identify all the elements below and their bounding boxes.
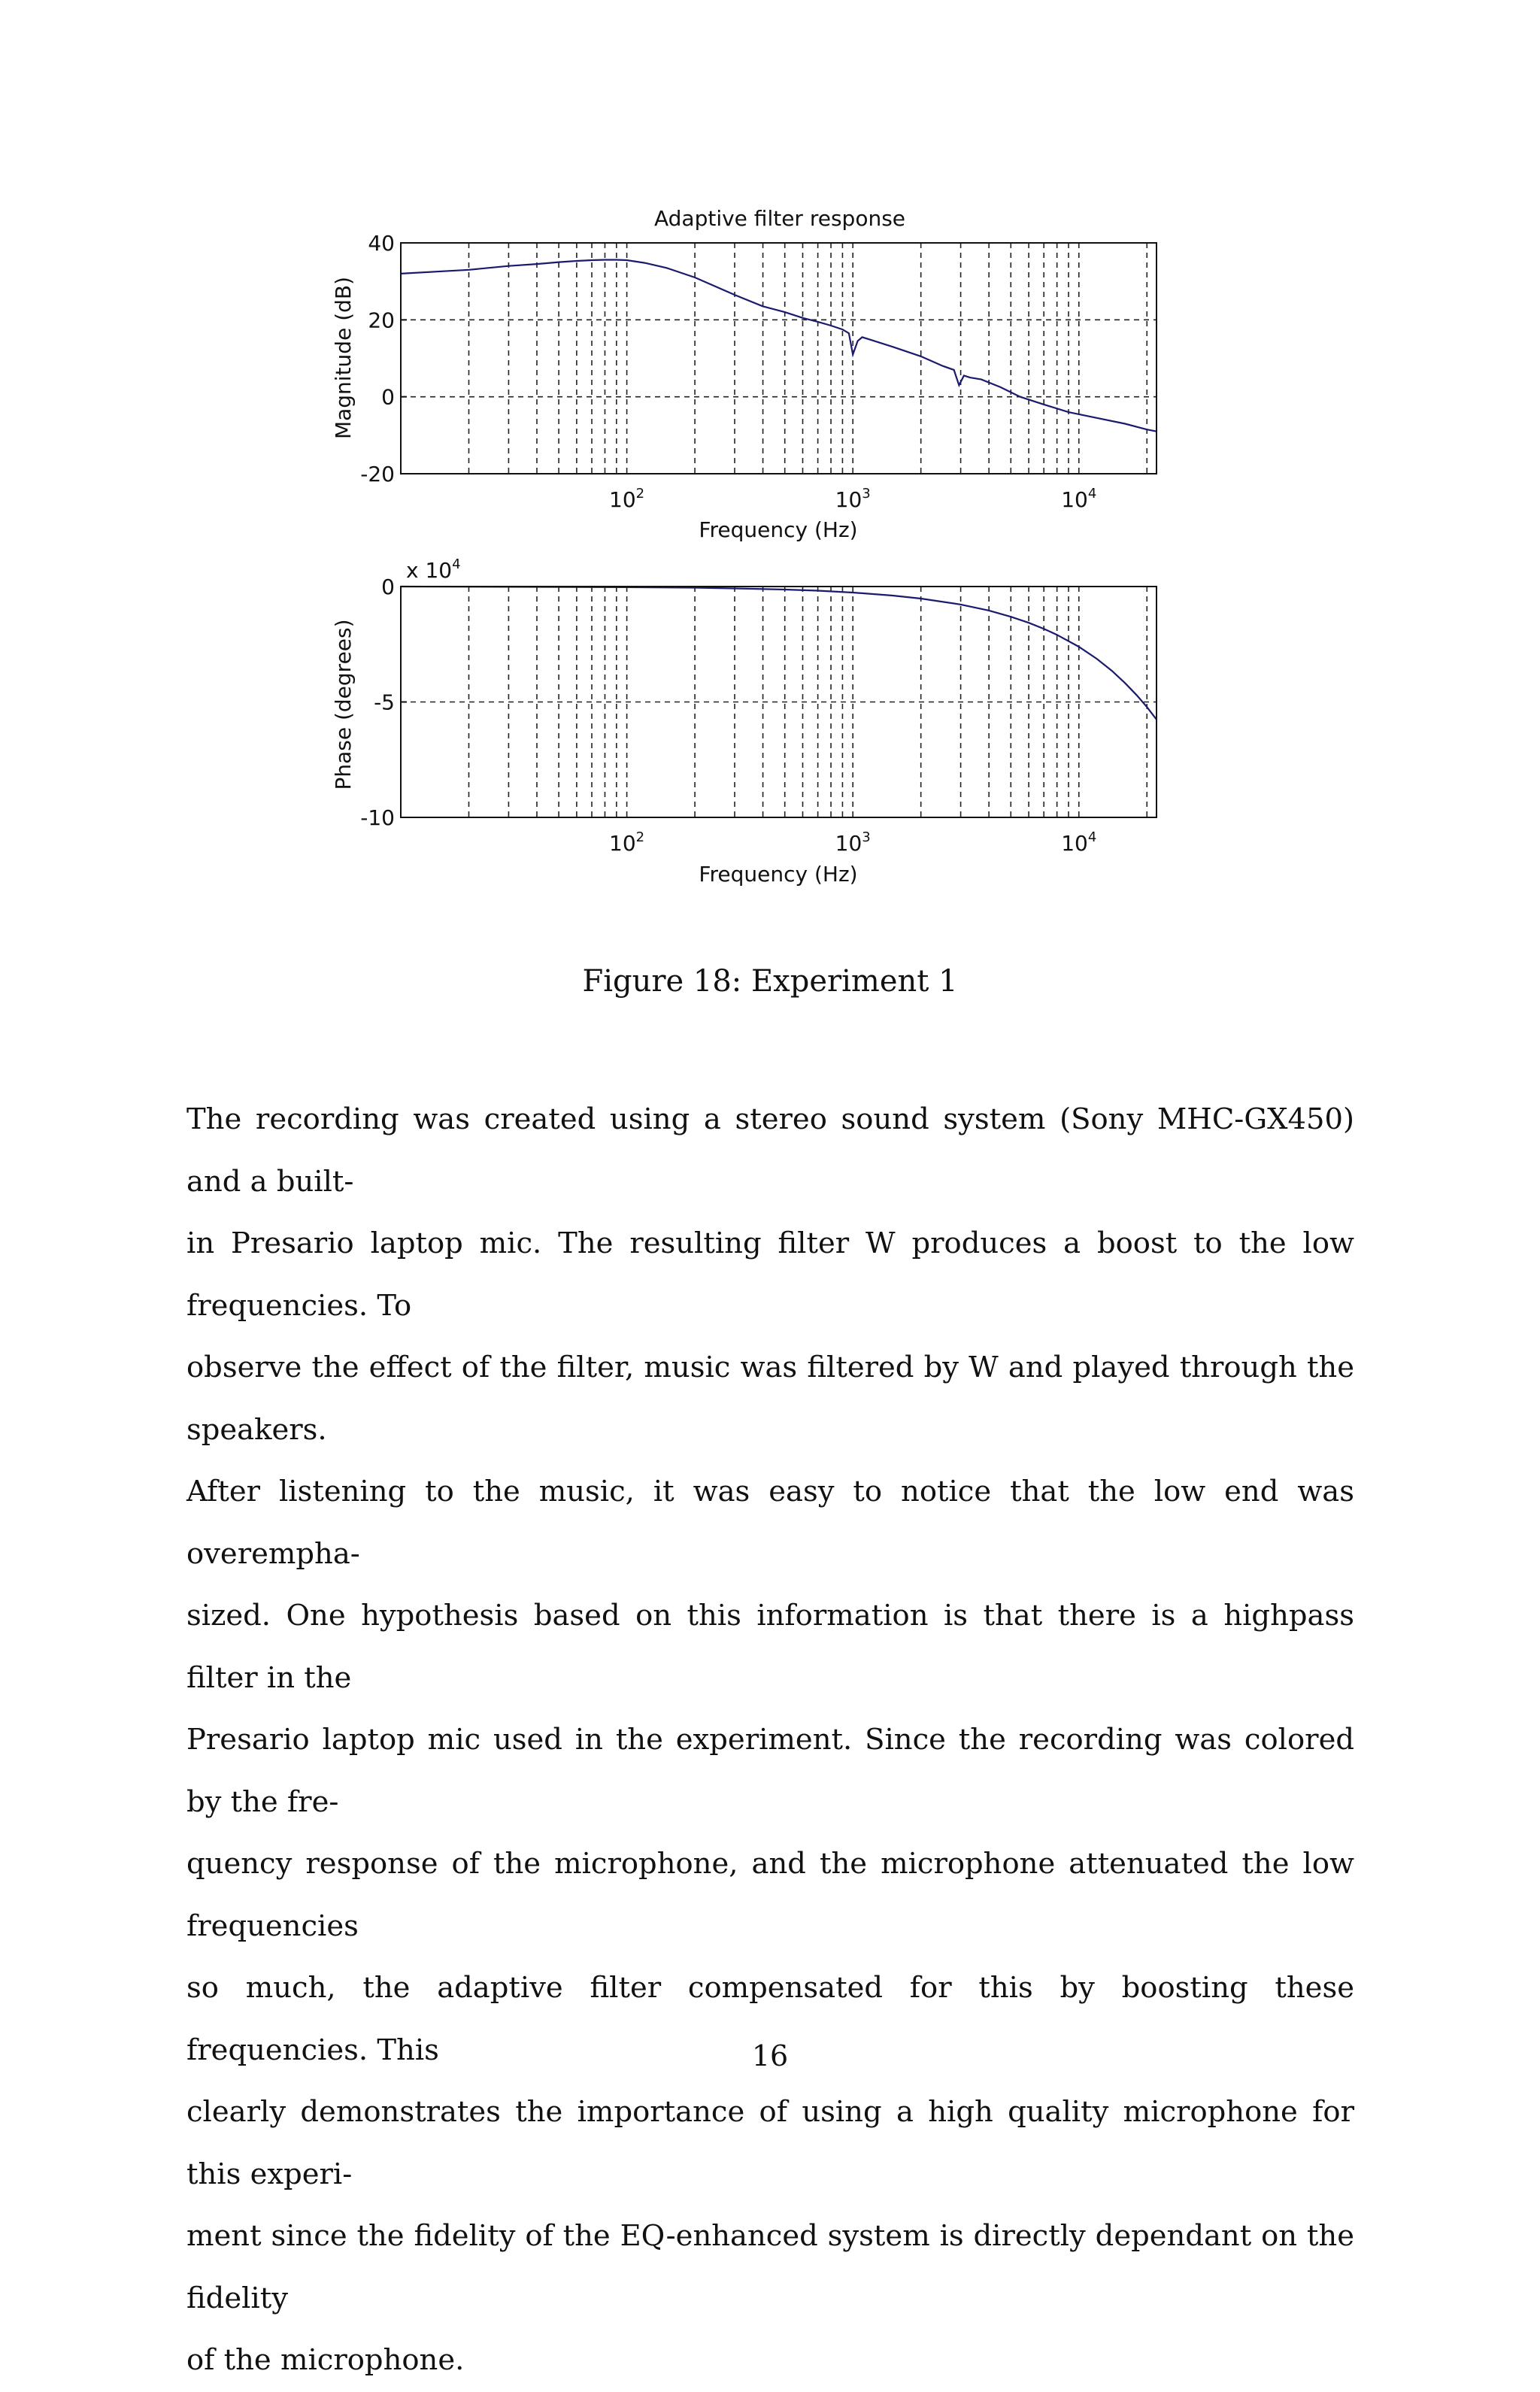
text-line: ment since the fidelity of the EQ-enhanced system is directly dependant on the fidelity <box>186 2219 1354 2315</box>
text-line: The recording was created using a stereo sound system (Sony MHC-GX450) and a built- <box>186 1102 1354 1199</box>
phase-plot <box>331 556 1157 887</box>
magnitude-grid <box>401 243 1157 474</box>
phase-y-tick-label: -10 <box>360 805 395 830</box>
phase-x-tick-label: $10^4$ <box>1061 829 1097 856</box>
body-paragraph <box>186 1089 1354 2392</box>
magnitude-x-tick-label: $10^3$ <box>835 486 871 512</box>
magnitude-plot <box>331 206 1157 542</box>
phase-x-tick-label: $10^3$ <box>835 829 871 856</box>
phase-y-axis-label: Phase (degrees) <box>331 619 356 790</box>
magnitude-x-tick-label: $10^4$ <box>1061 486 1097 512</box>
text-line: After listening to the music, it was easy to notice that the low end was overempha- <box>186 1475 1354 1571</box>
magnitude-y-axis-label: Magnitude (dB) <box>331 276 356 440</box>
phase-y-tick-label: -5 <box>374 690 395 715</box>
phase-x-axis-label: Frequency (Hz) <box>699 862 858 887</box>
text-line: so much, the adaptive filter compensated for this by boosting these frequencies. This <box>186 1971 1354 2067</box>
magnitude-x-tick-label: $10^2$ <box>609 486 645 512</box>
phase-x-tick-labels <box>609 829 1096 856</box>
magnitude-y-tick-label: 40 <box>368 231 395 256</box>
plot-title: Adaptive filter response <box>653 206 906 231</box>
text-line: observe the effect of the filter, music was filtered by W and played through the speakers. <box>186 1351 1354 1447</box>
phase-axis-multiplier: x $10^4$ <box>406 556 461 583</box>
text-line-last: of the microphone. <box>186 2343 465 2377</box>
magnitude-x-axis-label: Frequency (Hz) <box>699 517 858 542</box>
phase-x-tick-label: $10^2$ <box>609 829 645 856</box>
figure-caption: Figure 18: Experiment 1 <box>582 964 958 999</box>
figure-18 <box>301 188 1188 910</box>
text-line: Presario laptop mic used in the experiment. Since the recording was colored by the fre- <box>186 1723 1354 1819</box>
magnitude-y-tick-labels <box>360 231 407 487</box>
phase-y-tick-labels <box>360 575 407 830</box>
magnitude-y-tick-label: 20 <box>368 308 395 333</box>
magnitude-x-tick-labels <box>609 486 1096 512</box>
magnitude-y-tick-label: -20 <box>360 462 395 487</box>
phase-series-line <box>401 587 1157 720</box>
page-number: 16 <box>751 2039 789 2072</box>
text-line: sized. One hypothesis based on this information is that there is a highpass filter in the <box>186 1599 1354 1695</box>
phase-y-tick-label: 0 <box>381 575 395 599</box>
magnitude-plot-frame <box>401 243 1157 474</box>
phase-plot-frame <box>401 587 1157 817</box>
text-line: clearly demonstrates the importance of using a high quality microphone for this experi- <box>186 2095 1354 2191</box>
text-line: quency response of the microphone, and the microphone attenuated the low frequencies <box>186 1847 1354 1943</box>
text-line: in Presario laptop mic. The resulting filter W produces a boost to the low frequencies. To <box>186 1226 1354 1323</box>
magnitude-y-tick-label: 0 <box>381 384 395 410</box>
phase-grid <box>401 587 1157 817</box>
magnitude-series-line <box>401 260 1157 432</box>
